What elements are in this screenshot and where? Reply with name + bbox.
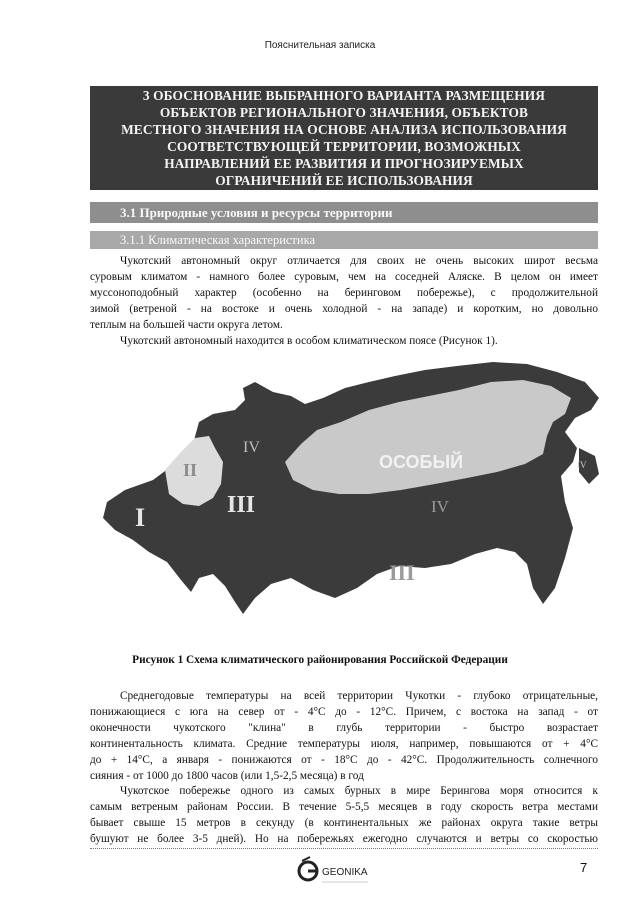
zone-label-special: ОСОБЫЙ: [379, 452, 464, 472]
text-line: Чукотский автономный находится в особом климатическом поясе (Рисунок 1).: [120, 335, 498, 347]
text-line: сияния - от 1000 до 1800 часов (или 1,5-2,5 месяца) в год: [90, 770, 364, 782]
text-line: суровым климатом - намного более суровым, чем на соседней Аляске. В целом он имеет: [90, 271, 598, 283]
paragraph-climate-intro: [90, 253, 598, 333]
text-line: бывает свыше 15 метров в секунду (в континентальных же районах округа такие ветры: [90, 817, 598, 829]
text-line: континентальность климата. Средние температуры июля, например, повышаются от + 4°С: [90, 738, 598, 750]
running-header: Пояснительная записка: [264, 40, 376, 51]
figure-caption: Рисунок 1 Схема климатического районирования Российской Федерации: [132, 654, 508, 666]
chapter-heading: [90, 86, 598, 190]
zone-label-ii: II: [183, 460, 198, 480]
chapter-heading-line: НАПРАВЛЕНИЙ ЕЕ РАЗВИТИЯ И ПРОГНОЗИРУЕМЫХ: [164, 156, 524, 171]
subsection-heading: 3.1.1 Климатическая характеристика: [90, 231, 598, 249]
paragraph-winds: [90, 783, 598, 847]
paragraph-climate-zone: [90, 333, 598, 349]
chapter-heading-line: ОГРАНИЧЕНИЙ ЕЕ ИСПОЛЬЗОВАНИЯ: [215, 173, 473, 188]
paragraph-temperatures: [90, 688, 598, 784]
text-line: понижающиеся с юга на север от - 4°С до - 12°С. Причем, с востока на запад - от: [90, 706, 598, 718]
text-line: бушуют не более 3-5 дней). Но на побережьях ежегодно случаются и ветры со скоростью: [90, 833, 598, 845]
chapter-heading-line: СООТВЕТСТВУЮЩЕЙ ТЕРРИТОРИИ, ВОЗМОЖНЫХ: [167, 139, 521, 154]
chapter-heading-line: ОБЪЕКТОВ РЕГИОНАЛЬНОГО ЗНАЧЕНИЯ, ОБЪЕКТОВ: [159, 105, 529, 120]
zone-label-iv-east: IV: [577, 460, 587, 470]
text-line: теплым на большей части округа летом.: [90, 319, 283, 331]
text-line: зимой (ветреной - на востоке и очень холодной - на западе) и коротким, но довольно: [90, 303, 598, 315]
section-heading: 3.1 Природные условия и ресурсы территории: [90, 202, 598, 223]
chapter-heading-line: МЕСТНОГО ЗНАЧЕНИЯ НА ОСНОВЕ АНАЛИЗА ИСПОЛЬЗОВАНИЯ: [121, 122, 567, 137]
chapter-heading-line: 3 ОБОСНОВАНИЕ ВЫБРАННОГО ВАРИАНТА РАЗМЕЩЕНИЯ: [142, 88, 546, 103]
text-line: самым ветреным районам России. В течение 5-5,5 месяцев в году скорость ветра местами: [90, 801, 598, 813]
text-line: Чукотское побережье одного из самых бурных в мире Берингова моря относится к: [120, 785, 598, 797]
zone-label-iv-west: IV: [243, 439, 260, 456]
geonika-logo: [296, 855, 396, 889]
climate-zones-map: [95, 352, 603, 632]
text-line: Среднегодовые температуры на всей территории Чукотки - глубоко отрицательные,: [120, 690, 598, 702]
text-line: до + 14°С, а января - понижаются от - 18°С до - 42°С. Продолжительность солнечного: [90, 754, 598, 766]
zone-label-iv-center: IV: [431, 497, 449, 516]
page-number: 7: [580, 860, 588, 875]
geonika-logo-icon: [299, 857, 318, 880]
zone-label-iii-west: III: [227, 492, 256, 518]
geonika-logo-text: GEONIKA: [322, 867, 368, 878]
zone-label-i: I: [135, 503, 146, 532]
text-line: Чукотский автономный округ отличается для своих не очень высоких широт весьма: [120, 255, 598, 267]
text-line: муссоноподобный характер (особенно на беринговом побережье), с продолжительной: [90, 287, 598, 299]
zone-label-iii-center: III: [389, 560, 415, 585]
text-line: оконечности чукотского "клина" в глубь территории - быстро возрастает: [90, 722, 598, 734]
footer-divider: [90, 848, 598, 849]
